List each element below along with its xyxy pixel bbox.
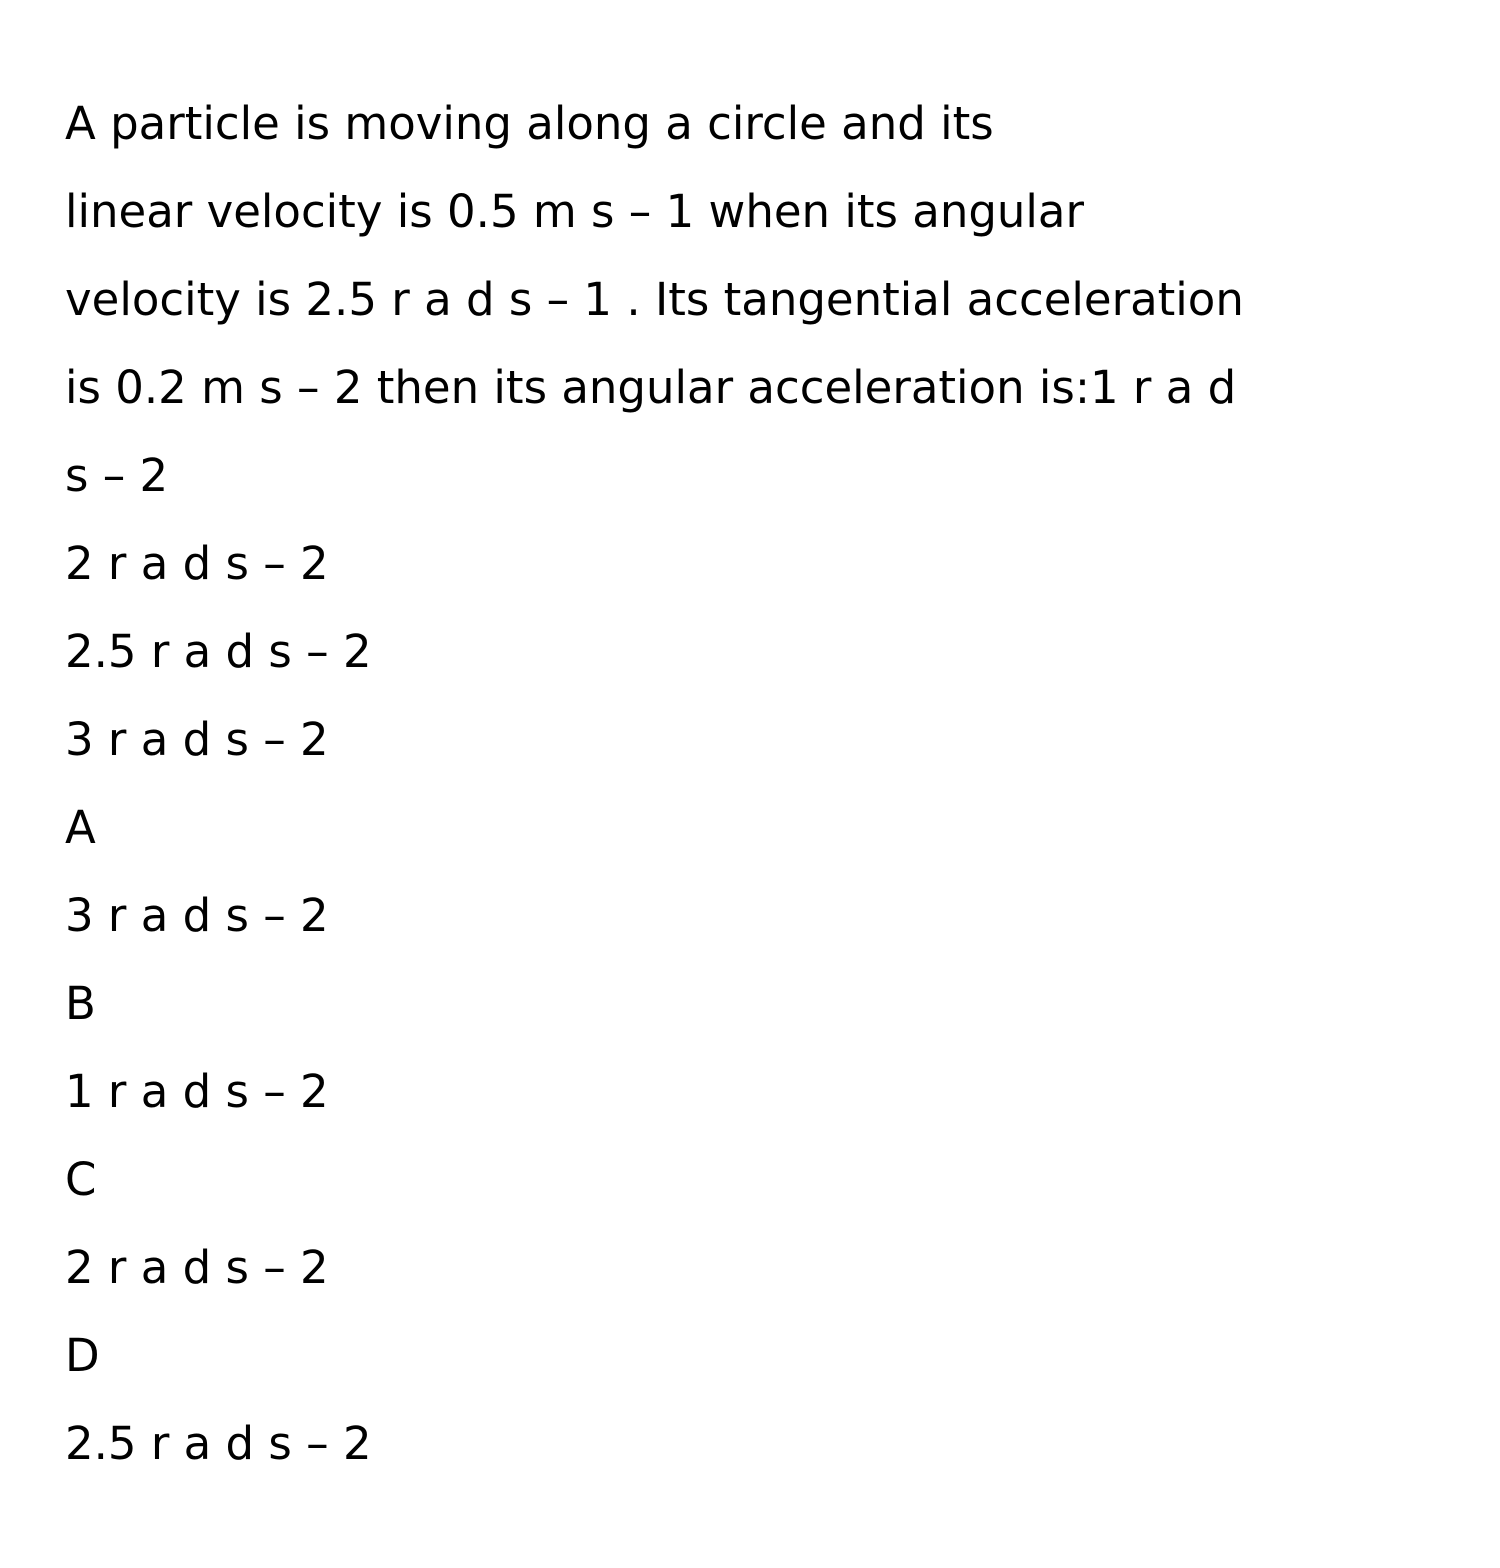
- document-body: [65, 80, 1455, 1488]
- question-line-5: s – 2: [65, 449, 169, 502]
- choice-text-c: 2 r a d s – 2: [65, 1241, 329, 1294]
- choice-text-b: 1 r a d s – 2: [65, 1065, 329, 1118]
- inline-option-3: 3 r a d s – 2: [65, 713, 329, 766]
- question-line-3: velocity is 2.5 r a d s – 1 . Its tangential acceleration: [65, 273, 1244, 326]
- choice-text-a: 3 r a d s – 2: [65, 889, 329, 942]
- choice-letter-c: C: [65, 1153, 97, 1206]
- choice-text-d: 2.5 r a d s – 2: [65, 1417, 372, 1470]
- inline-option-2: 2.5 r a d s – 2: [65, 625, 372, 678]
- choice-letter-a: A: [65, 801, 96, 854]
- choice-letter-d: D: [65, 1329, 100, 1382]
- choice-letter-b: B: [65, 977, 96, 1030]
- question-line-1: A particle is moving along a circle and its: [65, 97, 994, 150]
- question-line-2: linear velocity is 0.5 m s – 1 when its angular: [65, 185, 1085, 238]
- inline-option-1: 2 r a d s – 2: [65, 537, 329, 590]
- question-line-4: is 0.2 m s – 2 then its angular acceleration is:1 r a d: [65, 361, 1237, 414]
